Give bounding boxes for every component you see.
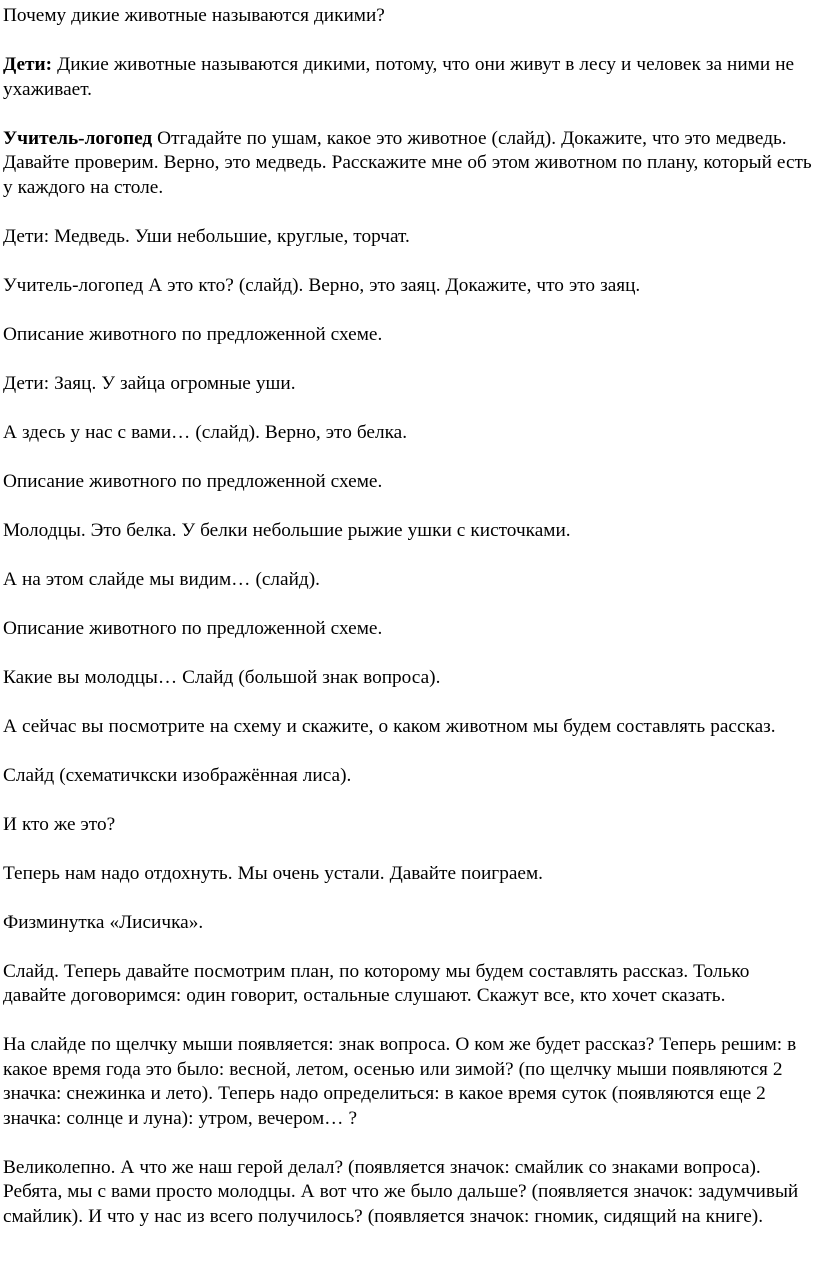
paragraph-text: На слайде по щелчку мыши появляется: знак вопроса. О ком же будет рассказ? Теперь решим: в какое время года это было: весной, летом, осенью или зимой? (по щелчку мыши появляются 2 значка: снежинка и лето). Теперь надо определиться: в какое время суток (появляются еще 2 значка: солнце и луна): утром, вечером… ? bbox=[3, 1034, 797, 1129]
paragraph-children-bear bbox=[3, 225, 814, 250]
paragraph-text: Описание животного по предложенной схеме. bbox=[3, 470, 383, 492]
paragraph-rest bbox=[3, 862, 814, 887]
paragraph-text: Дикие животные называются дикими, потому, что они живут в лесу и человек за ними не ухаживает. bbox=[3, 54, 795, 100]
paragraph-text: Учитель-логопед А это кто? (слайд). Верно, это заяц. Докажите, что это заяц. bbox=[3, 274, 641, 296]
paragraph-text: А здесь у нас с вами… (слайд). Верно, это белка. bbox=[3, 421, 408, 443]
paragraph-teacher-bear bbox=[3, 127, 814, 201]
paragraph-text: Описание животного по предложенной схеме. bbox=[3, 323, 383, 345]
paragraph-squirrel-ears bbox=[3, 519, 814, 544]
paragraph-text: Отгадайте по ушам, какое это животное (слайд). Докажите, что это медведь. Давайте проверим. Верно, это медведь. Расскажите мне об этом животном по плану, который есть у каждого на столе. bbox=[3, 127, 812, 198]
paragraph-text: Великолепно. А что же наш герой делал? (появляется значок: смайлик со знаками вопроса). Ребята, мы с вами просто молодцы. А вот что же было дальше? (появляется значок: задумчивый смайлик). И что у нас из всего получилось? (появляется значок: гномик, сидящий на книге). bbox=[3, 1156, 799, 1227]
paragraph-scheme bbox=[3, 715, 814, 740]
paragraph-text: Какие вы молодцы… Слайд (большой знак вопроса). bbox=[3, 666, 441, 688]
paragraph-mouse-click bbox=[3, 1033, 814, 1131]
paragraph-text: Описание животного по предложенной схеме. bbox=[3, 617, 383, 639]
paragraph-fox-slide bbox=[3, 764, 814, 789]
paragraph-text: Слайд. Теперь давайте посмотрим план, по которому мы будем составлять рассказ. Только давайте договоримся: один говорит, остальные слушают. Скажут все, кто хочет сказать. bbox=[3, 960, 750, 1006]
paragraph-text: И кто же это? bbox=[3, 813, 116, 835]
paragraph-question-mark-slide bbox=[3, 666, 814, 691]
paragraph-text: А сейчас вы посмотрите на схему и скажите, о каком животном мы будем составлять рассказ. bbox=[3, 715, 776, 737]
paragraph-squirrel-slide bbox=[3, 421, 814, 446]
paragraph-plan bbox=[3, 960, 814, 1009]
paragraph-text: Теперь нам надо отдохнуть. Мы очень устали. Давайте поиграем. bbox=[3, 862, 543, 884]
paragraph-question bbox=[3, 4, 814, 29]
paragraph-description-1 bbox=[3, 323, 814, 348]
paragraph-children-hare bbox=[3, 372, 814, 397]
paragraph-text: Дети: Заяц. У зайца огромные уши. bbox=[3, 372, 296, 394]
paragraph-description-2 bbox=[3, 470, 814, 495]
speaker-label: Учитель-логопед bbox=[3, 127, 153, 149]
paragraph-who-is-it bbox=[3, 813, 814, 838]
paragraph-text: Дети: Медведь. Уши небольшие, круглые, торчат. bbox=[3, 225, 410, 247]
paragraph-next-slide bbox=[3, 568, 814, 593]
paragraph-description-3 bbox=[3, 617, 814, 642]
paragraph-text: А на этом слайде мы видим… (слайд). bbox=[3, 568, 320, 590]
paragraph-hero bbox=[3, 1156, 814, 1230]
paragraph-text: Молодцы. Это белка. У белки небольшие рыжие ушки с кисточками. bbox=[3, 519, 571, 541]
paragraph-text: Слайд (схематичкски изображённая лиса). bbox=[3, 764, 352, 786]
paragraph-text: Физминутка «Лисичка». bbox=[3, 911, 204, 933]
paragraph-children-answer bbox=[3, 53, 814, 102]
paragraph-teacher-hare bbox=[3, 274, 814, 299]
paragraph-exercise bbox=[3, 911, 814, 936]
paragraph-text: Почему дикие животные называются дикими? bbox=[3, 5, 385, 26]
speaker-label: Дети: bbox=[3, 54, 53, 75]
